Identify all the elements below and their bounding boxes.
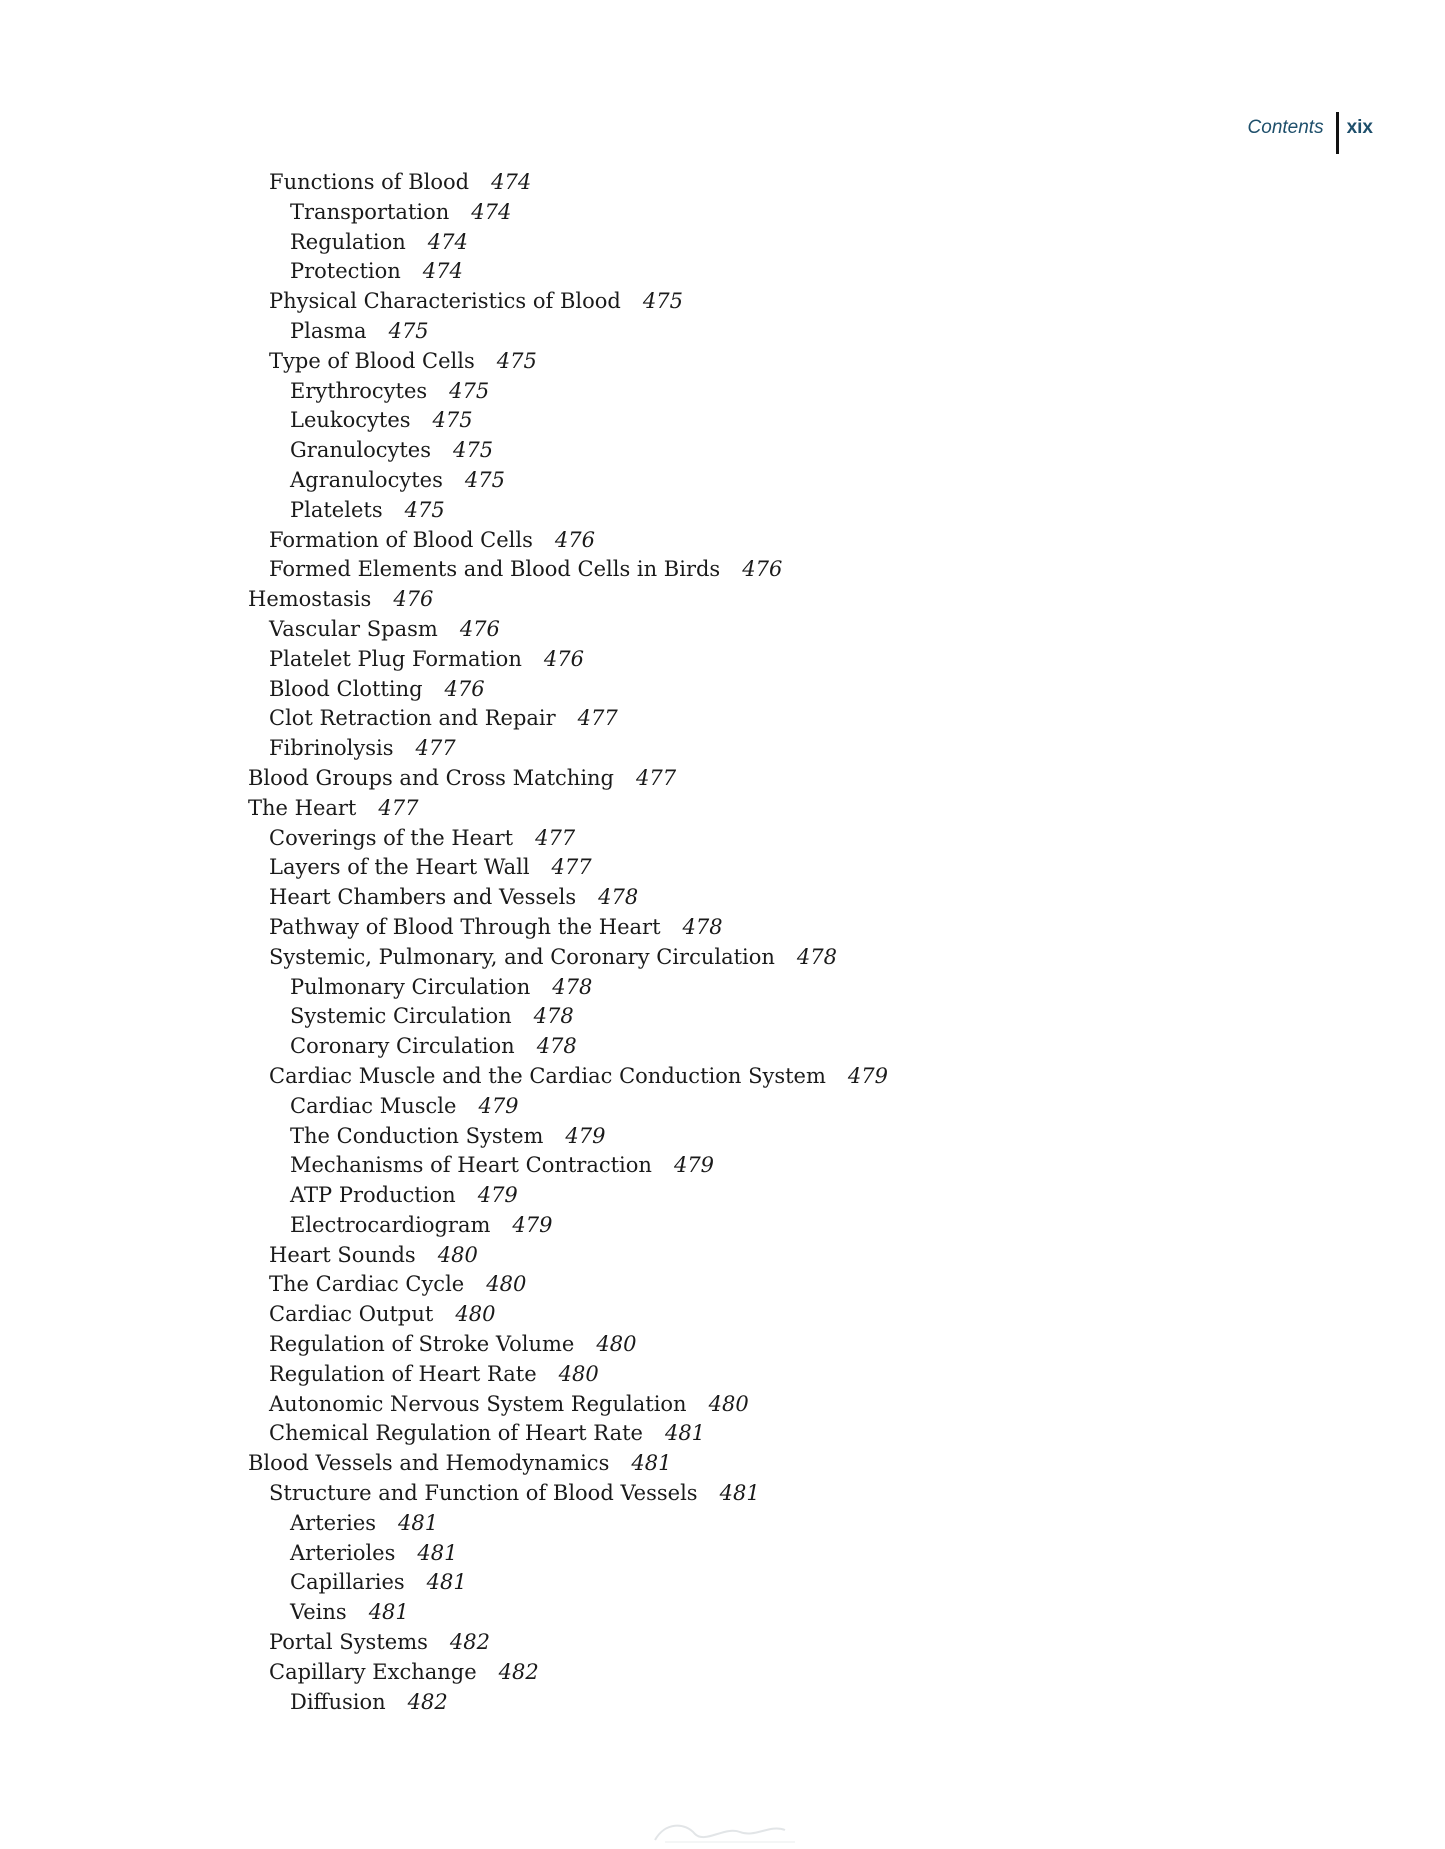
toc-entry bbox=[248, 1002, 1148, 1032]
toc-entry-title: Clot Retraction and Repair bbox=[269, 706, 556, 731]
toc-entry bbox=[248, 526, 1148, 556]
toc-entry-title: Hemostasis bbox=[248, 587, 372, 612]
toc-entry-page: 480 bbox=[708, 1391, 749, 1416]
toc-entry bbox=[248, 1419, 1148, 1449]
toc-entry-page: 474 bbox=[427, 229, 468, 254]
toc-entry-title: Capillary Exchange bbox=[269, 1659, 477, 1684]
toc-entry-page: 481 bbox=[631, 1451, 672, 1476]
toc-entry-page: 474 bbox=[491, 170, 532, 194]
toc-entry bbox=[248, 1360, 1148, 1390]
toc-entry-page: 478 bbox=[533, 1004, 574, 1029]
toc-entry bbox=[248, 198, 1148, 228]
toc-entry bbox=[248, 555, 1148, 585]
toc-entry-title: Protection bbox=[290, 259, 401, 284]
toc-entry-page: 475 bbox=[388, 318, 429, 343]
toc-entry bbox=[248, 1211, 1148, 1241]
toc-entry-page: 478 bbox=[598, 885, 639, 910]
table-of-contents bbox=[248, 168, 1148, 1717]
toc-entry bbox=[248, 377, 1148, 407]
toc-entry-page: 477 bbox=[535, 825, 576, 850]
toc-entry bbox=[248, 764, 1148, 794]
toc-entry bbox=[248, 347, 1148, 377]
toc-entry-page: 474 bbox=[422, 259, 463, 284]
toc-entry-page: 481 bbox=[368, 1600, 409, 1625]
toc-entry bbox=[248, 1658, 1148, 1688]
toc-entry-title: Mechanisms of Heart Contraction bbox=[290, 1153, 652, 1178]
toc-entry-page: 474 bbox=[471, 199, 512, 224]
toc-entry bbox=[248, 1479, 1148, 1509]
toc-entry bbox=[248, 824, 1148, 854]
toc-entry-page: 479 bbox=[478, 1093, 519, 1118]
toc-entry bbox=[248, 168, 1148, 198]
toc-entry bbox=[248, 913, 1148, 943]
toc-entry bbox=[248, 1092, 1148, 1122]
toc-entry-page: 479 bbox=[673, 1153, 715, 1178]
toc-entry-page: 477 bbox=[551, 855, 592, 880]
toc-entry-page: 478 bbox=[682, 914, 723, 939]
toc-entry-title: Cardiac Muscle and the Cardiac Conduction System bbox=[269, 1063, 826, 1088]
toc-entry-title: Erythrocytes bbox=[290, 378, 428, 403]
watermark-logo bbox=[645, 1820, 815, 1846]
toc-entry bbox=[248, 436, 1148, 466]
toc-entry-title: Agranulocytes bbox=[290, 467, 443, 492]
toc-entry-title: Type of Blood Cells bbox=[269, 348, 475, 373]
toc-entry-title: Formation of Blood Cells bbox=[269, 527, 533, 552]
toc-entry-page: 475 bbox=[464, 467, 505, 492]
toc-entry-title: Physical Characteristics of Blood bbox=[269, 289, 621, 314]
toc-entry-page: 475 bbox=[449, 378, 490, 403]
toc-entry-page: 479 bbox=[847, 1063, 888, 1088]
toc-entry-page: 481 bbox=[426, 1570, 467, 1595]
toc-entry-title: Coverings of the Heart bbox=[269, 825, 514, 850]
toc-entry-title: Vascular Spasm bbox=[269, 616, 438, 641]
toc-entry bbox=[248, 1300, 1148, 1330]
toc-entry bbox=[248, 675, 1148, 705]
toc-entry bbox=[248, 615, 1148, 645]
toc-entry-title: Diffusion bbox=[290, 1689, 386, 1714]
toc-entry-title: The Heart bbox=[248, 795, 357, 820]
toc-entry bbox=[248, 287, 1148, 317]
toc-entry-title: Blood Clotting bbox=[269, 676, 423, 701]
toc-entry-title: Regulation of Heart Rate bbox=[269, 1361, 537, 1386]
toc-entry-page: 480 bbox=[455, 1302, 496, 1327]
toc-entry-page: 476 bbox=[543, 646, 584, 671]
toc-entry-page: 476 bbox=[444, 676, 485, 701]
toc-entry-title: Pathway of Blood Through the Heart bbox=[269, 914, 661, 939]
toc-entry-page: 475 bbox=[404, 497, 445, 522]
toc-entry-title: Heart Chambers and Vessels bbox=[269, 885, 577, 910]
toc-entry-page: 482 bbox=[449, 1630, 490, 1655]
toc-entry-title: Autonomic Nervous System Regulation bbox=[269, 1391, 687, 1416]
toc-entry bbox=[248, 406, 1148, 436]
toc-entry-title: Arteries bbox=[290, 1510, 377, 1535]
toc-entry-title: Heart Sounds bbox=[269, 1242, 416, 1267]
toc-entry-page: 481 bbox=[417, 1540, 458, 1565]
toc-entry-title: Systemic Circulation bbox=[290, 1004, 512, 1029]
toc-entry-title: Regulation bbox=[290, 229, 406, 254]
toc-entry-page: 476 bbox=[554, 527, 595, 552]
toc-entry-page: 479 bbox=[565, 1123, 606, 1148]
toc-entry-page: 478 bbox=[552, 974, 593, 999]
toc-entry bbox=[248, 645, 1148, 675]
toc-entry-title: Layers of the Heart Wall bbox=[269, 855, 530, 880]
toc-entry-title: Veins bbox=[290, 1600, 347, 1625]
toc-entry-page: 477 bbox=[636, 765, 677, 790]
toc-entry-title: Leukocytes bbox=[290, 408, 411, 433]
toc-entry-title: Regulation of Stroke Volume bbox=[269, 1332, 575, 1357]
toc-entry bbox=[248, 257, 1148, 287]
toc-entry bbox=[248, 734, 1148, 764]
toc-entry bbox=[248, 1539, 1148, 1569]
toc-entry-page: 480 bbox=[558, 1361, 599, 1386]
toc-entry-page: 477 bbox=[415, 736, 456, 761]
toc-entry-page: 476 bbox=[459, 616, 500, 641]
toc-entry bbox=[248, 1390, 1148, 1420]
toc-entry-title: Cardiac Output bbox=[269, 1302, 434, 1327]
toc-entry-page: 480 bbox=[596, 1332, 637, 1357]
toc-entry bbox=[248, 1122, 1148, 1152]
toc-entry-page: 475 bbox=[496, 348, 537, 373]
toc-entry-title: Granulocytes bbox=[290, 438, 432, 463]
toc-entry bbox=[248, 1568, 1148, 1598]
toc-entry-page: 478 bbox=[796, 944, 838, 969]
toc-entry bbox=[248, 317, 1148, 347]
toc-entry bbox=[248, 1688, 1148, 1718]
toc-entry-page: 480 bbox=[486, 1272, 527, 1297]
watermark-logo-icon bbox=[645, 1820, 815, 1846]
toc-entry-title: Transportation bbox=[290, 199, 450, 224]
toc-entry-title: ATP Production bbox=[290, 1183, 456, 1208]
toc-entry-page: 479 bbox=[512, 1212, 553, 1237]
toc-entry bbox=[248, 585, 1148, 615]
toc-entry bbox=[248, 704, 1148, 734]
toc-entry bbox=[248, 973, 1148, 1003]
toc-entry-page: 475 bbox=[453, 438, 494, 463]
toc-entry-page: 477 bbox=[378, 795, 419, 820]
toc-entry-page: 476 bbox=[393, 587, 434, 612]
toc-entry-title: Fibrinolysis bbox=[269, 736, 394, 761]
toc-entry-page: 475 bbox=[432, 408, 473, 433]
page-number: xix bbox=[1346, 117, 1373, 138]
running-head bbox=[1248, 112, 1373, 154]
toc-entry-title: Cardiac Muscle bbox=[290, 1093, 457, 1118]
toc-entry-title: Capillaries bbox=[290, 1570, 405, 1595]
toc-entry bbox=[248, 1598, 1148, 1628]
toc-entry-page: 481 bbox=[719, 1481, 760, 1506]
toc-entry-page: 482 bbox=[407, 1689, 448, 1714]
toc-entry bbox=[248, 1509, 1148, 1539]
toc-entry-page: 481 bbox=[664, 1421, 706, 1446]
toc-entry bbox=[248, 943, 1148, 973]
toc-entry-title: Functions of Blood bbox=[269, 170, 470, 194]
toc-entry bbox=[248, 1241, 1148, 1271]
toc-entry-page: 476 bbox=[742, 557, 783, 582]
toc-entry bbox=[248, 496, 1148, 526]
toc-entry bbox=[248, 1449, 1148, 1479]
toc-entry-title: Portal Systems bbox=[269, 1630, 428, 1655]
toc-entry-page: 480 bbox=[437, 1242, 478, 1267]
toc-entry-title: Chemical Regulation of Heart Rate bbox=[269, 1421, 643, 1446]
toc-entry bbox=[248, 794, 1148, 824]
toc-entry bbox=[248, 883, 1148, 913]
toc-entry bbox=[248, 228, 1148, 258]
toc-entry bbox=[248, 1151, 1148, 1181]
toc-entry bbox=[248, 1062, 1148, 1092]
toc-entry bbox=[248, 466, 1148, 496]
running-head-section: Contents bbox=[1247, 117, 1324, 138]
toc-entry-title: The Conduction System bbox=[290, 1123, 544, 1148]
toc-entry-page: 477 bbox=[577, 706, 618, 731]
toc-entry-page: 481 bbox=[398, 1510, 439, 1535]
toc-entry-title: Arterioles bbox=[290, 1540, 396, 1565]
toc-entry-title: Coronary Circulation bbox=[290, 1034, 515, 1059]
toc-entry-title: Structure and Function of Blood Vessels bbox=[269, 1481, 698, 1506]
toc-entry-title: Formed Elements and Blood Cells in Birds bbox=[269, 557, 721, 582]
toc-entry-title: Systemic, Pulmonary, and Coronary Circulation bbox=[269, 944, 775, 969]
toc-entry-title: Platelets bbox=[290, 497, 383, 522]
toc-entry-title: Platelet Plug Formation bbox=[269, 646, 522, 671]
toc-entry-page: 478 bbox=[536, 1034, 577, 1059]
toc-entry-title: Blood Groups and Cross Matching bbox=[248, 765, 615, 790]
toc-entry-page: 482 bbox=[498, 1659, 539, 1684]
toc-entry bbox=[248, 1181, 1148, 1211]
toc-entry-title: Electrocardiogram bbox=[290, 1212, 491, 1237]
toc-entry bbox=[248, 853, 1148, 883]
toc-entry-title: Pulmonary Circulation bbox=[290, 974, 531, 999]
toc-entry-title: Plasma bbox=[290, 318, 367, 343]
toc-entry-page: 479 bbox=[477, 1183, 518, 1208]
toc-entry-page: 475 bbox=[642, 289, 683, 314]
toc-entry bbox=[248, 1032, 1148, 1062]
toc-entry bbox=[248, 1270, 1148, 1300]
toc-entry-title: Blood Vessels and Hemodynamics bbox=[248, 1451, 610, 1476]
toc-entry-title: The Cardiac Cycle bbox=[269, 1272, 465, 1297]
toc-entry bbox=[248, 1628, 1148, 1658]
toc-entry bbox=[248, 1330, 1148, 1360]
